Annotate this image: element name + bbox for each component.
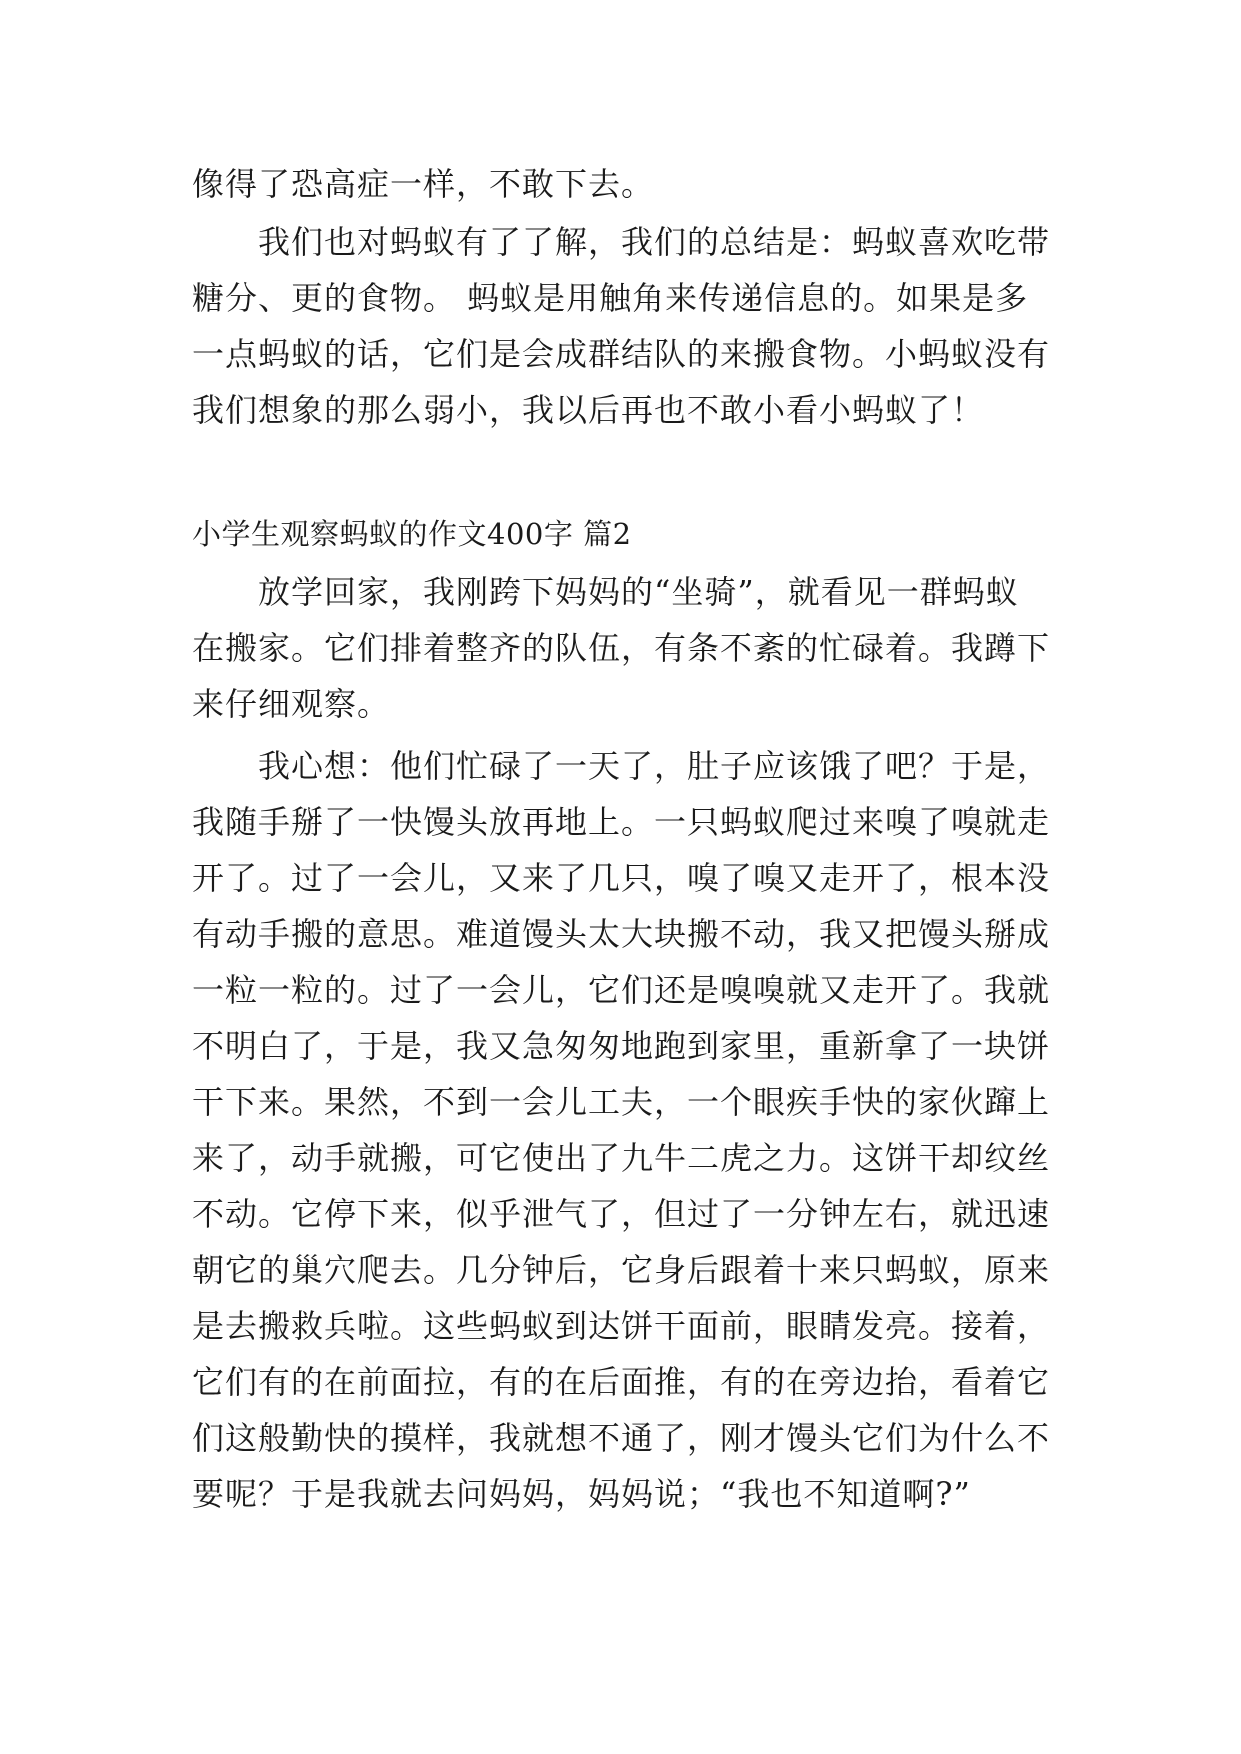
text-line: 是去搬救兵啦。这些蚂蚁到达饼干面前，眼睛发亮。接着， (192, 1307, 1051, 1345)
text-line: 们这般勤快的摸样，我就想不通了，刚才馒头它们为什么不 (192, 1419, 1051, 1457)
text-line: 来仔细观察。 (192, 685, 391, 723)
text-line: 一点蚂蚁的话，它们是会成群结队的来搬食物。小蚂蚁没有 (192, 335, 1051, 373)
text-line: 我心想：他们忙碌了一天了，肚子应该饿了吧？于是， (258, 747, 1051, 785)
text-line: 我们也对蚂蚁有了了解，我们的总结是：蚂蚁喜欢吃带 (258, 223, 1051, 261)
text-line: 我随手掰了一快馒头放再地上。一只蚂蚁爬过来嗅了嗅就走 (192, 803, 1051, 841)
text-line: 来了，动手就搬，可它使出了九牛二虎之力。这饼干却纹丝 (192, 1139, 1051, 1177)
text-line: 放学回家，我刚跨下妈妈的“坐骑”，就看见一群蚂蚁 (258, 573, 1019, 611)
text-line: 糖分、更的食物。 蚂蚁是用触角来传递信息的。如果是多 (192, 279, 1029, 317)
text-line: 它们有的在前面拉，有的在后面推，有的在旁边抬，看着它 (192, 1363, 1051, 1401)
text-line: 开了。过了一会儿，又来了几只，嗅了嗅又走开了，根本没 (192, 859, 1051, 897)
text-line: 我们想象的那么弱小，我以后再也不敢小看小蚂蚁了！ (192, 391, 985, 429)
text-line: 不明白了，于是，我又急匆匆地跑到家里，重新拿了一块饼 (192, 1027, 1051, 1065)
text-line: 一粒一粒的。过了一会儿，它们还是嗅嗅就又走开了。我就 (192, 971, 1051, 1009)
text-line: 要呢？于是我就去问妈妈，妈妈说；“我也不知道啊?” (192, 1475, 971, 1513)
text-line: 有动手搬的意思。难道馒头太大块搬不动，我又把馒头掰成 (192, 915, 1051, 953)
text-line: 像得了恐高症一样，不敢下去。 (192, 165, 655, 203)
text-line: 在搬家。它们排着整齐的队伍，有条不紊的忙碌着。我蹲下 (192, 629, 1051, 667)
text-line: 干下来。果然，不到一会儿工夫，一个眼疾手快的家伙蹿上 (192, 1083, 1051, 1121)
text-line: 不动。它停下来，似乎泄气了，但过了一分钟左右，就迅速 (192, 1195, 1051, 1233)
section-heading: 小学生观察蚂蚁的作文400字 篇2 (192, 517, 632, 551)
text-line: 朝它的巢穴爬去。几分钟后，它身后跟着十来只蚂蚁，原来 (192, 1251, 1051, 1289)
